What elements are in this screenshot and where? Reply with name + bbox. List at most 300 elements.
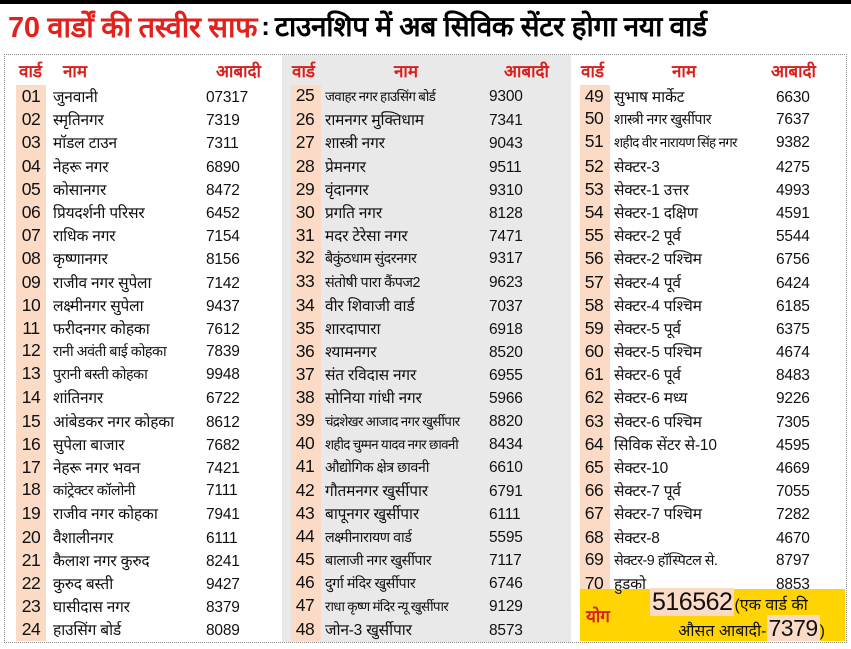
ward-number: 29 xyxy=(295,178,315,199)
table-row xyxy=(571,340,846,363)
table-row xyxy=(282,549,571,572)
ward-name: जोन-3 खुर्सीपार xyxy=(325,622,412,640)
ward-population: 7941 xyxy=(206,506,240,524)
ward-name: सुभाष मार्केट xyxy=(614,89,685,106)
ward-name: शास्त्री नगर xyxy=(325,135,385,153)
ward-name: शास्त्री नगर खुर्सीपार xyxy=(614,112,712,129)
total-line-2 xyxy=(648,616,841,641)
ward-population: 9511 xyxy=(489,158,522,176)
ward-name: प्रगति नगर xyxy=(325,204,382,222)
table-row xyxy=(571,410,846,433)
table-row xyxy=(5,595,282,618)
table-row xyxy=(282,479,571,502)
table-row xyxy=(5,294,282,317)
table-row xyxy=(282,294,571,317)
ward-name: सेक्टर-6 पूर्व xyxy=(614,367,681,385)
ward-population: 07317 xyxy=(206,89,249,106)
ward-number: 55 xyxy=(584,225,604,246)
table-row xyxy=(571,85,846,108)
ward-population: 7037 xyxy=(489,297,523,315)
ward-name: सेक्टर-1 दक्षिण xyxy=(614,204,698,222)
table-row xyxy=(282,572,571,595)
ward-name: राधा कृष्ण मंदिर न्यू खुर्सीपार xyxy=(325,599,449,615)
ward-population: 7154 xyxy=(206,228,240,246)
table-row xyxy=(282,108,571,131)
ward-number: 33 xyxy=(295,270,315,291)
table-row xyxy=(5,572,282,595)
ward-population: 7682 xyxy=(206,436,240,454)
ward-population: 8483 xyxy=(776,367,810,385)
headline-black-text: टाउनशिप में अब सिविक सेंटर होगा नया वार्ड xyxy=(274,11,707,42)
ward-number: 66 xyxy=(584,480,604,501)
ward-name: वैशालीनगर xyxy=(53,529,114,547)
table-row xyxy=(571,526,846,549)
average-population-value: 7379 xyxy=(768,615,818,642)
ward-population: 9317 xyxy=(489,250,523,268)
ward-name: जुनवानी xyxy=(53,89,98,106)
ward-name: सिविक सेंटर से-10 xyxy=(614,436,717,454)
ward-number: 53 xyxy=(584,178,604,199)
ward-population: 7637 xyxy=(776,111,810,129)
table-row xyxy=(282,410,571,433)
ward-number: 39 xyxy=(295,409,315,430)
ward-population: 7282 xyxy=(776,506,810,524)
ward-name: सेक्टर-8 xyxy=(614,529,660,547)
table-row xyxy=(571,201,846,224)
table-row xyxy=(5,502,282,525)
table-row xyxy=(5,340,282,363)
ward-number: 06 xyxy=(21,201,41,222)
ward-population: 8434 xyxy=(489,435,523,453)
ward-number: 40 xyxy=(295,432,315,453)
table-row xyxy=(5,247,282,270)
ward-population: 7117 xyxy=(489,551,522,569)
ward-name: प्रेमनगर xyxy=(325,158,366,176)
ward-number: 36 xyxy=(295,341,315,362)
ward-number: 70 xyxy=(584,572,604,593)
ward-name: सेक्टर-6 पश्चिम xyxy=(614,413,702,431)
ward-population: 7111 xyxy=(206,482,238,500)
header-name: नाम xyxy=(671,61,696,81)
ward-population: 6791 xyxy=(489,483,523,501)
ward-population: 6185 xyxy=(776,297,810,315)
ward-number: 02 xyxy=(21,109,41,130)
table-row xyxy=(5,271,282,294)
ward-number: 31 xyxy=(295,225,315,246)
ward-name: लक्ष्मीनगर सुपेला xyxy=(53,297,144,315)
ward-number: 63 xyxy=(584,410,604,431)
ward-number: 68 xyxy=(584,526,604,547)
ward-population: 6111 xyxy=(206,529,238,547)
ward-population: 6955 xyxy=(489,367,523,385)
table-row xyxy=(571,456,846,479)
ward-number: 54 xyxy=(584,201,604,222)
ward-name: चंद्रशेखर आजाद नगर खुर्सीपार xyxy=(325,413,460,429)
ward-population: 4674 xyxy=(776,344,810,362)
ward-name: शहीद वीर नारायण सिंह नगर xyxy=(614,135,737,151)
ward-number: 10 xyxy=(21,294,41,315)
table-row xyxy=(5,201,282,224)
table-row xyxy=(571,178,846,201)
ward-population: 7839 xyxy=(206,343,240,361)
table-row xyxy=(571,433,846,456)
ward-number: 41 xyxy=(295,456,315,476)
table-row xyxy=(5,363,282,386)
header-ward: वार्ड xyxy=(581,61,604,81)
ward-number: 43 xyxy=(295,503,315,524)
table-row xyxy=(571,317,846,340)
table-row xyxy=(282,433,571,456)
ward-population: 7311 xyxy=(206,135,239,153)
table-row xyxy=(282,155,571,178)
ward-number: 51 xyxy=(584,131,604,152)
column-3-header-row xyxy=(571,55,846,85)
ward-population: 9300 xyxy=(489,88,523,105)
total-note-close: ) xyxy=(819,623,825,641)
table-row xyxy=(571,224,846,247)
ward-population: 8853 xyxy=(776,575,810,593)
ward-name: औद्योगिक क्षेत्र छावनी xyxy=(325,460,429,476)
ward-population: 9948 xyxy=(206,366,240,384)
table-row xyxy=(571,131,846,154)
table-row xyxy=(5,178,282,201)
ward-name: कोसानगर xyxy=(53,181,107,199)
ward-number: 45 xyxy=(295,548,315,569)
ward-number: 58 xyxy=(584,294,604,315)
ward-population: 6890 xyxy=(206,158,240,176)
ward-name: राधिक नगर xyxy=(53,228,116,246)
ward-number: 26 xyxy=(295,109,315,130)
column-1-rows xyxy=(5,85,282,642)
header-population: आबादी xyxy=(216,61,261,81)
ward-number: 50 xyxy=(584,108,604,129)
ward-population-table xyxy=(4,54,847,643)
ward-population: 9129 xyxy=(489,598,523,616)
ward-population: 8241 xyxy=(206,552,240,570)
ward-name: राजीव नगर कोहका xyxy=(53,506,158,524)
ward-number: 56 xyxy=(584,248,604,269)
table-row xyxy=(282,595,571,618)
ward-name: सेक्टर-2 पश्चिम xyxy=(614,251,702,269)
ward-name: सेक्टर-5 पूर्व xyxy=(614,320,681,338)
total-population-value: 516562 xyxy=(652,587,733,616)
ward-population: 4669 xyxy=(776,460,810,477)
ward-number: 65 xyxy=(584,457,604,477)
ward-population: 8612 xyxy=(206,413,240,431)
ward-name: रानी अवंती बाई कोहका xyxy=(53,344,167,361)
ward-population: 6375 xyxy=(776,320,810,338)
total-body xyxy=(648,589,845,641)
table-row xyxy=(571,363,846,386)
table-column-3 xyxy=(571,55,846,642)
column-3-rows xyxy=(571,85,846,595)
table-row xyxy=(571,386,846,409)
ward-number: 52 xyxy=(584,155,604,176)
ward-number: 16 xyxy=(21,433,41,454)
total-label: योग xyxy=(586,606,610,626)
ward-number: 23 xyxy=(21,596,41,617)
ward-population: 4591 xyxy=(776,204,810,222)
ward-name: फरीदनगर कोहका xyxy=(53,320,150,338)
ward-population: 8520 xyxy=(489,344,523,362)
total-note-open: (एक वार्ड की xyxy=(734,596,808,614)
table-row xyxy=(5,85,282,108)
ward-population: 8128 xyxy=(489,204,523,222)
total-note-second: औसत आबादी- xyxy=(678,623,767,641)
ward-population: 6424 xyxy=(776,274,810,292)
ward-name: आंबेडकर नगर कोहका xyxy=(53,413,174,431)
ward-name: शहीद चुम्मन यादव नगर छावनी xyxy=(325,436,459,452)
ward-name: बैकुंठधाम सुंदरनगर xyxy=(325,251,417,268)
ward-population: 8379 xyxy=(206,599,240,617)
table-row xyxy=(5,155,282,178)
ward-number: 67 xyxy=(584,503,604,524)
ward-population: 9310 xyxy=(489,181,523,199)
ward-number: 05 xyxy=(21,178,41,199)
ward-name: सेक्टर-5 पश्चिम xyxy=(614,344,702,362)
ward-population: 9623 xyxy=(489,273,523,291)
ward-number: 19 xyxy=(21,503,41,524)
header-ward: वार्ड xyxy=(19,61,42,81)
ward-number: 62 xyxy=(584,387,604,408)
ward-population: 9437 xyxy=(206,297,240,315)
ward-name: प्रियदर्शनी परिसर xyxy=(53,204,145,222)
ward-number: 13 xyxy=(21,363,41,384)
ward-population: 6610 xyxy=(489,459,523,476)
headline-red-text: 70 वार्डों की तस्वीर साफ xyxy=(8,11,258,44)
ward-population: 9226 xyxy=(776,390,810,408)
ward-number: 38 xyxy=(295,387,315,408)
ward-number: 07 xyxy=(21,225,41,246)
ward-number: 49 xyxy=(584,86,604,106)
ward-name: सेक्टर-7 पश्चिम xyxy=(614,506,702,524)
ward-name: सेक्टर-3 xyxy=(614,158,660,176)
column-2-rows xyxy=(282,85,571,642)
ward-name: नेहरू नगर xyxy=(53,158,109,176)
ward-name: बापूनगर खुर्सीपार xyxy=(325,506,419,524)
ward-name: राजीव नगर सुपेला xyxy=(53,274,152,292)
ward-name: सुपेला बाजार xyxy=(53,436,125,454)
ward-name: पुरानी बस्ती कोहका xyxy=(53,367,148,384)
table-row xyxy=(5,618,282,641)
ward-name: लक्ष्मीनारायण वार्ड xyxy=(325,529,412,546)
ward-number: 14 xyxy=(21,387,41,408)
ward-population: 6756 xyxy=(776,251,810,269)
table-row xyxy=(5,224,282,247)
ward-number: 59 xyxy=(584,317,604,338)
ward-name: कैलाश नगर कुरुद xyxy=(53,552,150,570)
table-row xyxy=(571,479,846,502)
ward-name: शारदापारा xyxy=(325,320,381,338)
ward-number: 44 xyxy=(295,525,315,546)
ward-number: 25 xyxy=(295,85,315,105)
table-row xyxy=(5,410,282,433)
ward-name: सेक्टर-2 पूर्व xyxy=(614,228,681,246)
ward-number: 34 xyxy=(295,294,315,315)
ward-number: 46 xyxy=(295,571,315,592)
ward-population: 4595 xyxy=(776,436,810,454)
ward-number: 28 xyxy=(295,155,315,176)
ward-name: हाउसिंग बोर्ड xyxy=(53,622,122,640)
ward-name: घासीदास नगर xyxy=(53,599,130,617)
ward-number: 01 xyxy=(21,86,41,106)
table-row xyxy=(282,271,571,294)
ward-name: रामनगर मुक्तिधाम xyxy=(325,112,424,130)
ward-population: 6452 xyxy=(206,204,240,222)
table-column-1 xyxy=(5,55,282,642)
ward-population: 7305 xyxy=(776,413,810,431)
ward-population: 5544 xyxy=(776,228,810,246)
table-row xyxy=(5,479,282,502)
ward-number: 04 xyxy=(21,155,41,176)
column-1-header-row xyxy=(5,55,282,85)
header-population: आबादी xyxy=(771,61,816,81)
headline-colon: : xyxy=(261,10,270,41)
ward-population: 8472 xyxy=(206,181,240,199)
ward-population: 9043 xyxy=(489,135,523,153)
ward-number: 15 xyxy=(21,410,41,431)
total-summary-box xyxy=(580,589,845,641)
ward-number: 32 xyxy=(295,247,315,268)
table-row xyxy=(5,526,282,549)
ward-name: दुर्गा मंदिर खुर्सीपार xyxy=(325,575,416,592)
ward-name: संतोषी पारा कैंपज2 xyxy=(325,274,420,291)
header-ward: वार्ड xyxy=(292,61,315,81)
ward-number: 21 xyxy=(21,549,41,570)
headline-bar xyxy=(0,0,851,48)
ward-number: 27 xyxy=(295,132,315,153)
ward-name: मॉडल टाउन xyxy=(53,135,117,153)
ward-name: कुरुद बस्ती xyxy=(53,575,114,593)
ward-population: 5595 xyxy=(489,528,523,546)
ward-population: 7142 xyxy=(206,274,240,292)
table-row xyxy=(5,456,282,479)
ward-number: 69 xyxy=(584,548,604,569)
ward-number: 35 xyxy=(295,317,315,338)
ward-number: 57 xyxy=(584,271,604,292)
ward-number: 09 xyxy=(21,271,41,292)
ward-population: 8573 xyxy=(489,622,523,640)
ward-name: वृंदानगर xyxy=(325,181,369,199)
table-row xyxy=(282,85,571,108)
ward-population: 8089 xyxy=(206,622,240,640)
table-row xyxy=(571,294,846,317)
ward-name: वीर शिवाजी वार्ड xyxy=(325,297,415,315)
table-row xyxy=(571,247,846,270)
ward-number: 42 xyxy=(295,480,315,501)
ward-number: 30 xyxy=(295,201,315,222)
ward-number: 11 xyxy=(22,317,40,338)
ward-population: 7341 xyxy=(489,112,523,130)
table-row xyxy=(282,456,571,479)
ward-number: 37 xyxy=(295,364,315,385)
ward-name: सेक्टर-6 मध्य xyxy=(614,390,688,408)
ward-population: 5966 xyxy=(489,390,523,408)
table-row xyxy=(282,340,571,363)
ward-name: मदर टेरेसा नगर xyxy=(325,228,408,246)
ward-population: 9427 xyxy=(206,575,240,593)
table-row xyxy=(571,502,846,525)
ward-name: सेक्टर-10 xyxy=(614,460,669,477)
ward-name: बालाजी नगर खुर्सीपार xyxy=(325,552,432,569)
ward-population: 6630 xyxy=(776,89,810,106)
table-row xyxy=(5,317,282,340)
ward-name: गौतमनगर खुर्सीपार xyxy=(325,483,428,501)
table-row xyxy=(5,131,282,154)
ward-name: सेक्टर-4 पूर्व xyxy=(614,274,681,292)
ward-population: 7421 xyxy=(206,460,240,477)
ward-name: जवाहर नगर हाउसिंग बोर्ड xyxy=(325,89,436,104)
ward-number: 61 xyxy=(584,364,604,385)
ward-number: 20 xyxy=(21,526,41,547)
table-row xyxy=(5,108,282,131)
ward-name: स्मृतिनगर xyxy=(53,112,104,130)
table-row xyxy=(282,201,571,224)
ward-number: 48 xyxy=(295,619,315,640)
ward-population: 8820 xyxy=(489,412,523,430)
table-row xyxy=(5,386,282,409)
ward-population: 6746 xyxy=(489,574,523,592)
ward-population: 4275 xyxy=(776,158,810,176)
ward-population: 4670 xyxy=(776,529,810,547)
table-row xyxy=(571,108,846,131)
table-row xyxy=(282,502,571,525)
ward-number: 17 xyxy=(21,457,41,477)
ward-population: 7612 xyxy=(206,320,240,338)
table-row xyxy=(5,549,282,572)
ward-name: नेहरू नगर भवन xyxy=(53,460,141,477)
table-row xyxy=(282,224,571,247)
ward-name: संत रविदास नगर xyxy=(325,367,417,385)
table-row xyxy=(571,271,846,294)
ward-population: 7471 xyxy=(489,228,523,246)
ward-population: 4993 xyxy=(776,181,810,199)
ward-population: 6722 xyxy=(206,390,240,408)
table-row xyxy=(282,386,571,409)
ward-population: 9382 xyxy=(776,134,810,152)
ward-population: 8797 xyxy=(776,551,810,569)
header-population: आबादी xyxy=(504,61,549,81)
ward-name: सेक्टर-4 पश्चिम xyxy=(614,297,702,315)
ward-population: 7319 xyxy=(206,112,240,130)
ward-number: 08 xyxy=(21,248,41,269)
table-column-2 xyxy=(282,55,571,642)
ward-number: 64 xyxy=(584,433,604,454)
ward-number: 22 xyxy=(21,572,41,593)
table-row xyxy=(282,131,571,154)
header-name: नाम xyxy=(393,61,418,81)
ward-number: 18 xyxy=(21,479,41,500)
ward-number: 12 xyxy=(21,340,41,361)
ward-name: कृष्णानगर xyxy=(53,251,108,269)
ward-name: सेक्टर-1 उत्तर xyxy=(614,181,689,199)
ward-name: श्यामनगर xyxy=(325,344,377,362)
ward-number: 24 xyxy=(21,619,41,640)
ward-number: 60 xyxy=(584,341,604,362)
ward-number: 03 xyxy=(21,132,41,153)
ward-name: कांट्रेक्टर कॉलोनी xyxy=(53,483,135,500)
table-row xyxy=(571,155,846,178)
ward-population: 6918 xyxy=(489,320,523,338)
table-row xyxy=(282,363,571,386)
table-row xyxy=(282,618,571,641)
table-row xyxy=(282,526,571,549)
header-name: नाम xyxy=(63,61,88,81)
ward-name: सेक्टर-7 पूर्व xyxy=(614,483,681,501)
table-row xyxy=(571,572,846,595)
ward-population: 7055 xyxy=(776,483,810,501)
ward-name: सेक्टर-9 हॉस्पिटल से. xyxy=(614,552,718,569)
